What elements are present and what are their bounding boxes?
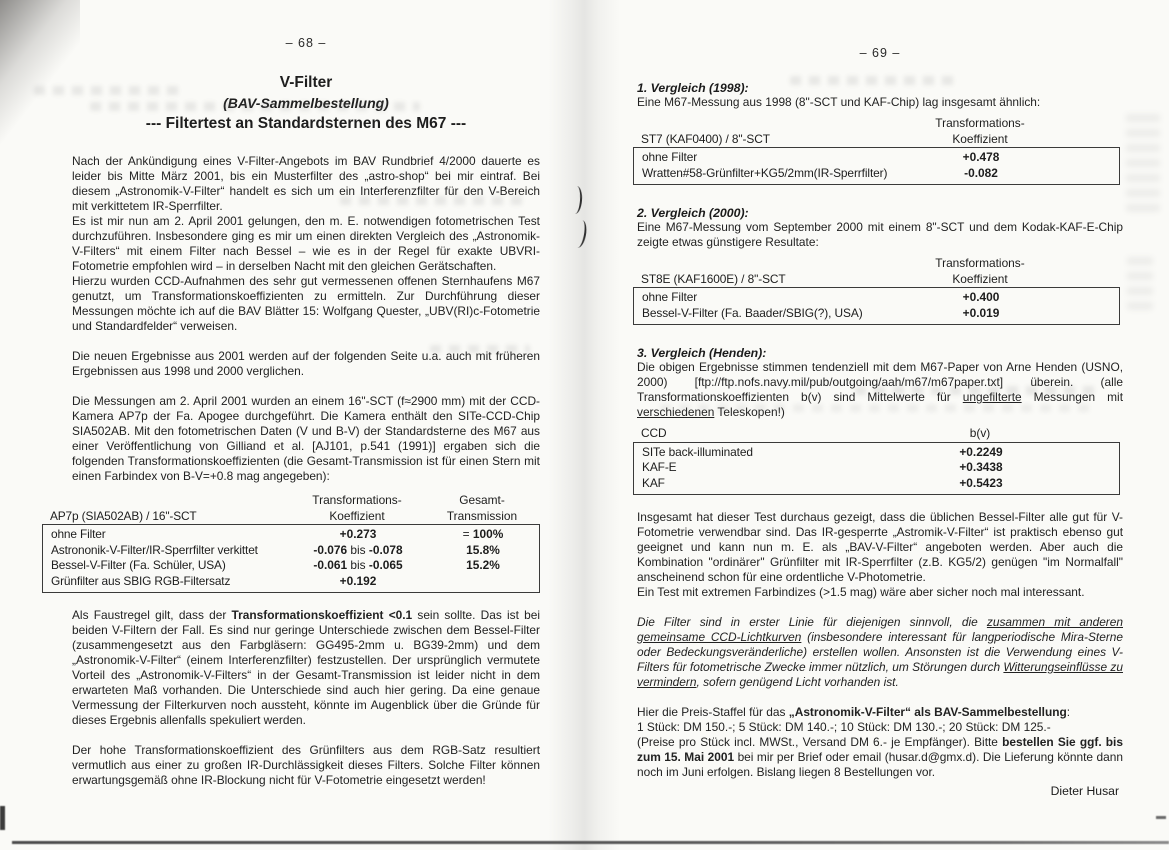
bleed-through-artifact <box>1126 112 1160 212</box>
paragraph-m67: Hierzu wurden CCD-Aufnahmen des sehr gut vermessenen offenen Sternhaufens M67 genutzt, um Transformationskoeffizienten zu ermitteln. Zur Durchführung dieser Messungen möchte ich auf die BAV Blätter 15: Wolfgang Quester, „UBV(RI)c-Fotometrie und Standardfelder“ verweisen. <box>72 274 540 333</box>
paragraph-intro: Nach der Ankündigung eines V-Filter-Angebots im BAV Rundbrief 4/2000 dauerte es leider bis Mitte März 2001, bis ein Musterfilter des „astro-shop“ bei mir eintraf. Bei diesem „Astronomik-V-Filter“ handelt es sich um ein Interferenzfilter für den V-Bereich mit verkittetem IR-Sperrfilter. <box>72 154 540 213</box>
col-header-bv: b(v) <box>969 426 991 440</box>
section-1-text: Eine M67-Messung aus 1998 (8"-SCT und KAF-Chip) lag insgesamt ähnlich: <box>637 95 1041 109</box>
paragraph-results-note: Die neuen Ergebnisse aus 2001 werden auf der folgenden Seite u.a. auch mit früheren Ergebnissen aus 1998 und 2000 verglichen. <box>72 349 540 378</box>
scan-edge-mark <box>0 806 5 830</box>
transmission-table <box>42 493 540 593</box>
section-2-heading: 2. Vergleich (2000): <box>637 206 749 220</box>
col-header-gesamt: Gesamt- <box>459 493 505 507</box>
col-header-koeffizient: Koeffizient <box>329 508 385 523</box>
col-header-device: AP7p (SIA502AB) / 16"-SCT <box>50 508 197 523</box>
col-header-device: ST7 (KAF0400) / 8"-SCT <box>641 131 770 146</box>
bleed-through-artifact <box>340 196 525 205</box>
section-3-heading: 3. Vergleich (Henden): <box>637 346 767 360</box>
col-header-transmission: Transmission <box>446 508 518 523</box>
table-row: Grünfilter aus SBIG RGB-Filtersatz +0.192 <box>51 573 377 588</box>
table-row: SITe back-illuminated +0.2249 <box>642 444 1003 459</box>
paragraph-summary: Insgesamt hat dieser Test durchaus gezeigt, dass die üblichen Bessel-Filter alle gut für V-Fotometrie verwendbar sind. Das IR-gesperrte „Astromik-V-Filter“ ist praktisch ebenso gut geeignet und kann nun m. E. als „BAV-V-Filter“ angeboten werden. Aber auch die Kombination "ordinärer" Grünfilter mit IR-Sperrfilter (z.B. KG5/2) genügen "im Normalfall" anscheinend schon für eine ordentliche V-Photometrie. <box>637 510 1123 584</box>
col-header-transformations: Transformations- <box>935 256 1025 270</box>
bleed-through-artifact <box>855 386 1095 395</box>
col-header-koeffizient: Koeffizient <box>952 131 1008 146</box>
col-header-transformations: Transformations- <box>935 116 1025 130</box>
col-header-ccd: CCD <box>641 426 667 440</box>
paragraph-price-list: 1 Stück: DM 150.-; 5 Stück: DM 140.-; 10 Stück: DM 130.-; 20 Stück: DM 125.- <box>637 720 1051 734</box>
article-title: V-Filter <box>279 74 333 91</box>
paragraph-measurements: Die Messungen am 2. April 2001 wurden an einem 16"-SCT (f≈2900 mm) mit der CCD-Kamera AP7p der Fa. Apogee durchgeführt. Die Kamera enthält den SITe-CCD-Chip SIA502AB. Mit den fotometrischen Daten (V und B-V) der Standardsterne des M67 aus einer Veröffentlichung von Gilliand et al. [AJ101, p.541 (1991)] ergaben sich die folgenden Transformationskoeffizienten (die Gesamt-Transmission ist für einen Stern mit einen Farbindex von B-V=+0.8 mag angegeben): <box>72 394 540 483</box>
table-row: Astrononik-V-Filter/IR-Sperrfilter verkittet -0.076 bis -0.078 15.8% <box>51 542 500 557</box>
bleed-through-artifact <box>790 76 960 85</box>
table-row: Bessel-V-Filter (Fa. Schüler, USA) -0.061 bis -0.065 15.2% <box>51 558 500 572</box>
table-row: KAF +0.5423 <box>642 475 1003 490</box>
table-row: KAF-E +0.3438 <box>642 460 1003 474</box>
comparison-table-2000 <box>633 256 1120 325</box>
paragraph-test: Es ist mir nun am 2. April 2001 gelungen, den m. E. notwendigen fotometrischen Test durchzuführen. Insbesondere ging es mir um einen direkten Vergleich des „Astronomik-V-Filters“ mit einem Filter nach Bessel – wie es in der Regel für exakte UBVRI-Fotometrie empfohlen wird – in derselben Nacht mit den gleichen Gerätschaften. <box>72 214 540 273</box>
table-row: ohne Filter +0.478 <box>642 150 1000 164</box>
bleed-through-artifact <box>1127 255 1153 310</box>
page-69 <box>637 0 1123 798</box>
paragraph-summary-note: Ein Test mit extremen Farbindizes (>1.5 mag) wäre aber sicher noch mal interessant. <box>637 585 1085 599</box>
section-2-text: Eine M67-Messung vom September 2000 mit einem 8"-SCT und dem Kodak-KAF-E-Chip zeigte etwas günstigere Resultate: <box>637 220 1123 249</box>
paragraph-faustregel: Als Faustregel gilt, dass der Transformationskoeffizient <0.1 sein sollte. Das ist bei beiden V-Filtern der Fall. Es sind nur geringe Unterschiede zwischen dem Bessel-Filter (zusammengesetzt aus den Farbgläsern: GG495-2mm u. BG39-2mm) und dem „Astronomik-V-Filter“ (einem Interferenzfilter) festzustellen. Der ursprünglich vermutete Vorteil des „Astronomik-V-Filters“ in der Gesamt-Transmission ist leider nicht in dem erwarteten Maß vorhanden. Die Unterschiede sind auch hier gering. Da eine genaue Vermessung der Filterkurven noch aussteht, könnte im Augenblick über die Gründe für dieses Ergebnis allenfalls spekuliert werden. <box>72 608 540 727</box>
page-gutter-shadow <box>548 0 620 850</box>
table-header-line1 <box>42 493 540 509</box>
page-number-left: – 68 – <box>285 36 327 50</box>
bleed-through-artifact <box>430 345 530 353</box>
section-1-heading: 1. Vergleich (1998): <box>637 81 749 95</box>
table-row: Wratten#58-Grünfilter+KG5/2mm(IR-Sperrfilter) -0.082 <box>642 165 998 180</box>
section-3-text: Die obigen Ergebnisse stimmen tendenziell mit dem M67-Paper von Arne Henden (USNO, 2000) [ftp://ftp.nofs.navy.mil/pub/outgoing/aah/m67/m67paper.txt] überein. (alle Transformationskoeffizienten b(v) sind Mittelwerte für ungefilterte Messungen mit verschiedenen Teleskopen!) <box>637 360 1123 419</box>
corner-shadow <box>0 0 80 150</box>
bleed-through-artifact <box>34 86 184 95</box>
comparison-table-1998 <box>633 116 1120 185</box>
paragraph-price-intro: Hier die Preis-Staffel für das „Astronomik-V-Filter“ als BAV-Sammelbestellung: <box>637 705 1071 719</box>
table-header-line2 <box>42 509 540 525</box>
author-signature: Dieter Husar <box>1050 784 1119 798</box>
page-number-right: – 69 – <box>859 46 901 60</box>
paragraph-recommendation: Die Filter sind in erster Linie für diejenigen sinnvoll, die zusammen mit anderen gemeinsame CCD-Lichtkurven (insbesondere interessant für langperiodische Mira-Sterne oder Bedeckungsveränderliche) erstellen wollen. Ansonsten ist die Verwendung eines V-Filters für fotometrische Zwecke immer nützlich, um Störungen durch Witterungseinflüsse zu vermindern, sofern genügend Licht vorhanden ist. <box>637 615 1123 689</box>
table-row: ohne Filter +0.400 <box>642 290 1000 304</box>
article-heading: --- Filtertest an Standardsternen des M67 --- <box>145 115 467 132</box>
col-header-transformations: Transformations- <box>312 493 402 507</box>
table-body <box>633 147 1120 185</box>
bleed-through-artifact <box>90 102 420 111</box>
scan-bottom-edge <box>12 841 1169 844</box>
bleed-through-artifact <box>660 404 1090 412</box>
col-header-device: ST8E (KAF1600E) / 8"-SCT <box>641 271 786 286</box>
paragraph-gruenfilter: Der hohe Transformationskoeffizient des Grünfilters aus dem RGB-Satz resultiert vermutlich aus einer zu großen IR-Durchlässigkeit dieses Filters. Solche Filter können erwartungsgemäß ohne IR-Blockung nicht für V-Fotometrie eingesetzt werden! <box>72 743 540 787</box>
scan-edge-mark <box>1156 816 1166 819</box>
table-body <box>633 287 1120 325</box>
paragraph-order-info: (Preise pro Stück incl. MWSt., Versand DM 6.- je Empfänger). Bitte bestellen Sie ggf. bis zum 15. Mai 2001 bei mir per Brief oder email (husar.d@gmx.d). Die Lieferung könnte dann noch im Juni erfolgen. Bislang liegen 8 Bestellungen vor. <box>637 735 1123 779</box>
col-header-koeffizient: Koeffizient <box>952 271 1008 286</box>
henden-ccd-table <box>633 426 1120 495</box>
table-row: Bessel-V-Filter (Fa. Baader/SBIG(?), USA) +0.019 <box>642 305 1000 320</box>
table-body <box>633 442 1120 496</box>
table-row: ohne Filter +0.273 = 100% <box>51 527 504 541</box>
page-68 <box>50 0 540 788</box>
article-subtitle: (BAV-Sammelbestellung) <box>223 95 389 111</box>
table-body <box>42 524 540 593</box>
